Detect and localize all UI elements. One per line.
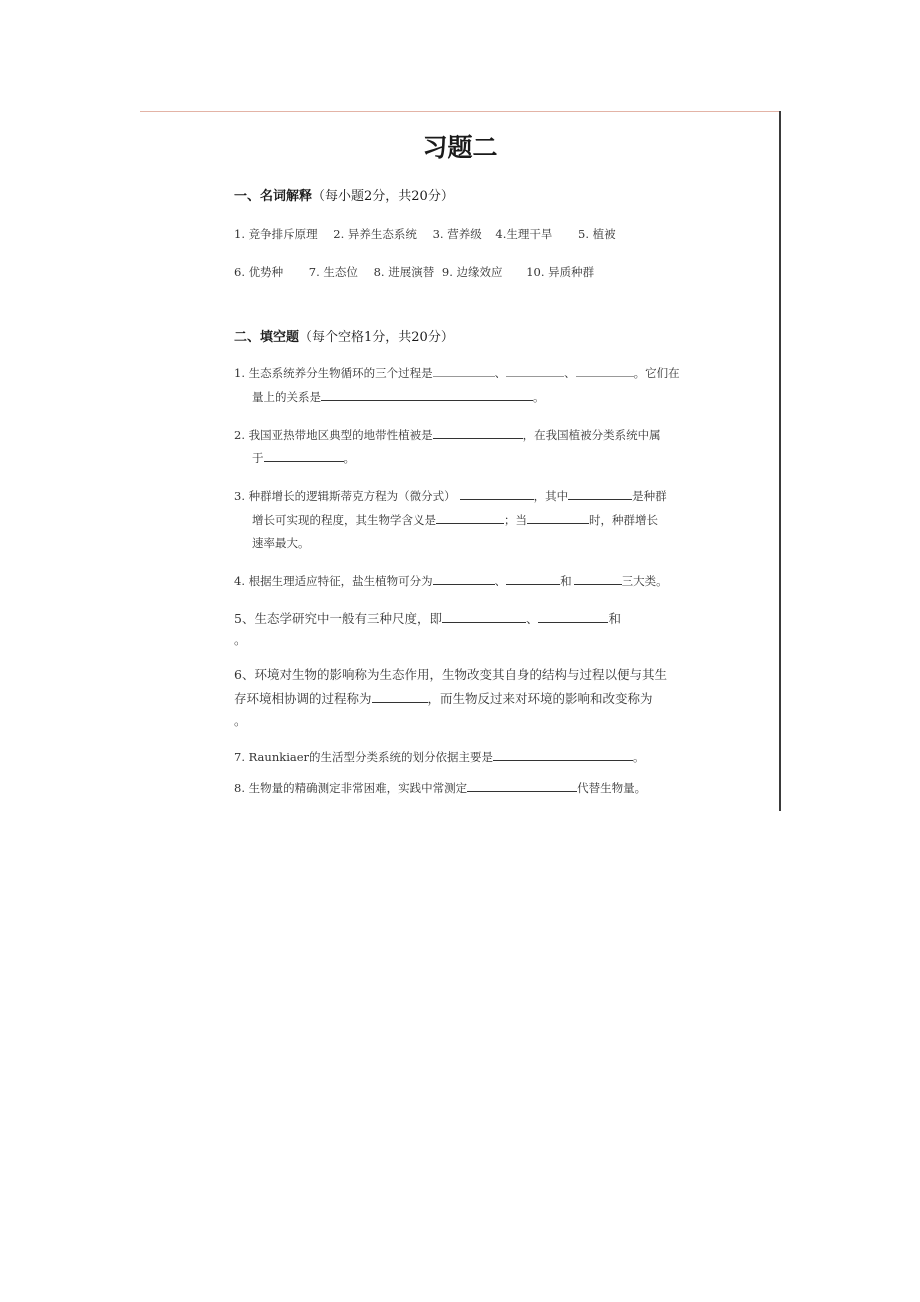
q6-text-b: 存环境相协调的过程称为 [234,691,372,706]
q4-text-b: 三大类。 [621,574,668,588]
question-3-line2 [252,512,658,528]
q1-text-b: 。它们在 [633,366,680,380]
question-6-line1 [234,665,667,683]
q2-text-b: ，在我国植被分类系统中属 [522,428,661,442]
q2-text-c: 于 [252,451,264,465]
section2-heading [234,326,454,345]
question-5-line2 [234,630,247,648]
term-9: 9. 边缘效应 [441,265,503,279]
q8-text: 8. 生物量的精确测定非常困难，实践中常测定 [234,781,468,795]
question-1-line2 [252,389,545,405]
q4-text: 4. 根据生理适应特征，盐生植物可分为 [234,574,433,588]
q1-blank-4[interactable] [321,389,533,401]
q4-sep: 、 [494,574,507,588]
page-title: 习题二 [422,133,498,162]
q3-text-b: ，其中 [533,489,569,503]
q5-blank-1[interactable] [442,611,526,623]
q6-text-c: ，而生物反过来对环境的影响和改变称为 [427,691,653,706]
question-8 [234,780,646,796]
q4-and: 和 [560,574,572,588]
term-2: 2. 异养生态系统 [333,227,417,241]
section1-heading [234,185,454,204]
q7-text: 7. Raunkiaer的生活型分类系统的划分依据主要是 [234,750,494,764]
q3-blank-2[interactable] [568,488,632,500]
term-5: 5. 植被 [578,227,616,241]
term-8: 8. 进展演替 [373,265,435,279]
q3-blank-1[interactable] [460,488,534,500]
section2-title: 二、填空题 [234,330,300,345]
q6-text: 6、环境对生物的影响称为生态作用，生物改变其自身的结构与过程以便与其生 [234,667,667,682]
q1-text: 1. 生态系统养分生物循环的三个过程是 [234,366,433,380]
term-3: 3. 营养级 [432,227,482,241]
question-1-line1 [234,365,680,381]
term-6: 6. 优势种 [234,265,284,279]
q8-text-b: 代替生物量。 [577,781,647,795]
q1-sep-2: 、 [564,366,576,380]
q3-text-f: 时，种群增长 [589,513,658,527]
question-2-line2 [252,450,355,466]
section2-note: （每个空格1分，共20分） [299,330,454,345]
q8-blank-1[interactable] [467,780,577,792]
q3-text-d: 增长可实现的程度，其生物学含义是 [252,513,436,527]
q5-sep: 、 [525,611,539,626]
q3-blank-4[interactable] [527,512,589,524]
q2-blank-1[interactable] [433,427,523,439]
q3-text-e: ；当 [504,513,527,527]
term-7: 7. 生态位 [308,265,358,279]
q3-text-c: 是种群 [632,489,667,503]
q6-end: 。 [234,713,247,728]
q4-blank-3[interactable] [574,573,622,585]
q2-blank-2[interactable] [264,450,344,462]
q7-blank-1[interactable] [493,749,633,761]
q1-text-c: 量上的关系是 [252,390,321,404]
section1-title: 一、名词解释 [234,189,313,204]
q2-text-d: 。 [343,451,355,465]
question-3-line1 [234,488,667,504]
section1-note: （每小题2分，共20分） [312,189,454,204]
question-4 [234,573,668,589]
q7-text-b: 。 [633,750,645,764]
q1-sep-1: 、 [494,366,507,380]
q3-text: 3. 种群增长的逻辑斯蒂克方程为（微分式） [234,489,456,503]
section1-row2 [234,264,594,280]
q1-text-d: 。 [533,390,545,404]
question-2-line1 [234,427,661,443]
question-6-line3 [234,711,247,729]
q4-blank-1[interactable] [433,573,495,585]
q2-text: 2. 我国亚热带地区典型的地带性植被是 [234,428,433,442]
term-4: 4.生理干旱 [495,227,553,241]
q1-blank-1[interactable] [433,365,495,377]
question-7 [234,749,645,765]
q4-blank-2[interactable] [506,573,560,585]
page-right-border [779,111,781,811]
term-10: 10. 异质种群 [526,265,595,279]
page-top-border [140,111,780,112]
question-3-line3 [252,535,310,551]
term-1: 1. 竞争排斥原理 [234,227,318,241]
q6-blank-1[interactable] [372,691,428,703]
q5-end: 。 [234,632,247,647]
q5-and: 和 [608,611,621,626]
q1-blank-2[interactable] [506,365,564,377]
q5-text: 5、生态学研究中一般有三种尺度，即 [234,611,442,626]
q1-blank-3[interactable] [576,365,634,377]
q3-blank-3[interactable] [436,512,504,524]
q5-blank-2[interactable] [538,611,608,623]
section1-row1 [234,226,616,242]
question-5-line1 [234,609,621,627]
q3-text-g: 速率最大。 [252,536,310,550]
question-6-line2 [234,689,653,707]
